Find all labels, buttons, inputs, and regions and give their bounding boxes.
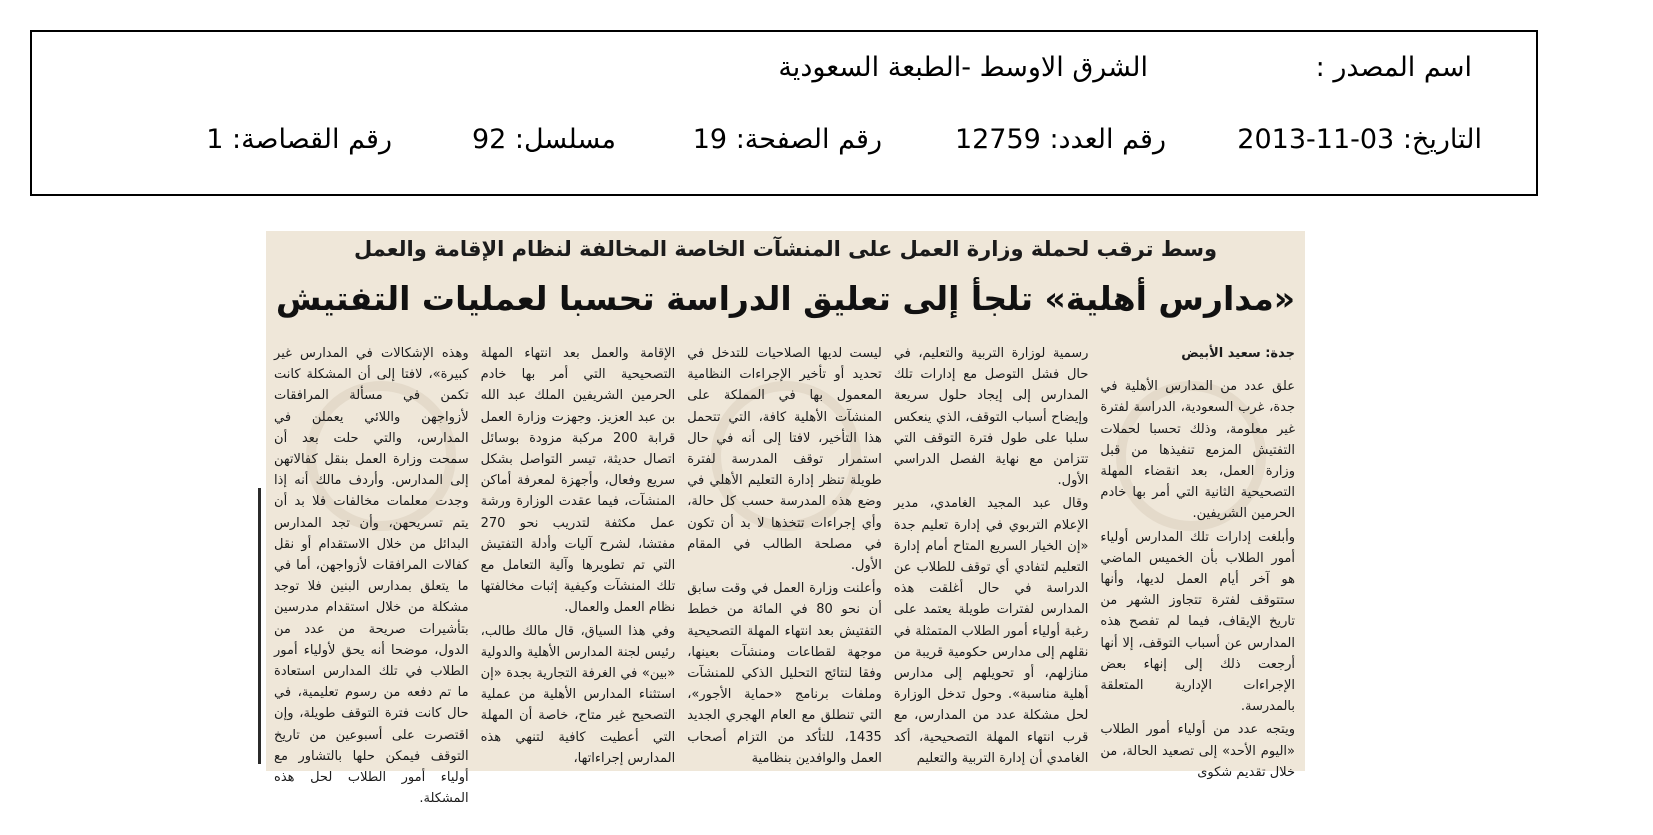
- source-label: اسم المصدر :: [1315, 52, 1472, 83]
- date-field: التاريخ: 03-11-2013: [1237, 124, 1482, 155]
- article-column: [687, 343, 882, 765]
- article-column: [481, 343, 676, 765]
- clipping-number-field: رقم القصاصة: 1: [206, 124, 392, 155]
- paragraph: الإقامة والعمل بعد انتهاء المهلة التصحيحية التي أمر بها خادم الحرمين الشريفين الملك عبد الله بن عبد العزيز. وجهزت وزارة العمل قرابة 200 مركبة مزودة بوسائل اتصال حديثة، تيسر التواصل بشكل سريع وفعال، وأجهزة لمعرفة أماكن المنشآت، فيما عقدت الوزارة ورشة عمل مكثفة لتدريب نحو 270 مفتشا، لشرح آليات وأدلة التفتيش التي تم تطويرها وآلية التعامل مع تلك المنشآت وكيفية إثبات مخالفتها نظام العمل والعمال.: [480, 346, 676, 616]
- paragraph: ليست لديها الصلاحيات للتدخل في تحديد أو تأخير الإجراءات النظامية المعمول بها في المملكة على المنشآت الأهلية كافة، التي تتحمل هذا التأخير، لافتا إلى أنه في حال استمرار توقف المدرسة لفترة طويلة تنظر إدارة التعليم الأهلي في وضع هذه المدرسة حسب كل حالة، وأي إجراءات تتخذها لا بد أن تكون في مصلحة الطالب في المقام الأول.: [687, 346, 882, 574]
- paragraph: علق عدد من المدارس الأهلية في جدة، غرب السعودية، الدراسة لفترة غير معلومة، وذلك تحسبا لحملات التفتيش المزمع تنفيذها من قبل وزارة العمل، بعد انقضاء المهلة التصحيحية الثانية التي أمر بها خادم الحرمين الشريفين.: [1100, 379, 1295, 522]
- article-column: [894, 343, 1089, 765]
- paragraph: وأعلنت وزارة العمل في وقت سابق أن نحو 80 في المائة من خطط التفتيش بعد انتهاء المهلة التصحيحية موجهة لقطاعات ومنشآت بعينها، وفقا لنتائج التحليل الذكي للمنشآت وملفات برنامج «حماية الأجور»، التي تنطلق مع العام الهجري الجديد 1435، للتأكد من التزام أصحاب العمل والوافدين بنظامية: [687, 581, 882, 766]
- source-value: الشرق الاوسط -الطبعة السعودية: [778, 52, 1148, 83]
- paragraph: ويتجه عدد من أولياء أمور الطلاب «اليوم الأحد» إلى تصعيد الحالة، من خلال تقديم شكوى: [1100, 722, 1295, 780]
- article-body: [274, 343, 1295, 807]
- article-column: [274, 343, 469, 807]
- issue-number-field: رقم العدد: 12759: [954, 124, 1166, 155]
- article-kicker: وسط ترقب لحملة وزارة العمل على المنشآت الخاصة المخالفة لنظام الإقامة والعمل: [353, 237, 1218, 261]
- clipping-edge-rule: [258, 488, 261, 764]
- newspaper-clipping: [266, 231, 1305, 807]
- page-number-field: رقم الصفحة: 19: [692, 124, 882, 155]
- source-info-box: [30, 30, 1538, 196]
- article-byline: جدة: سعيد الأبيض: [1181, 346, 1295, 361]
- article-headline: «مدارس أهلية» تلجأ إلى تعليق الدراسة تحسبا لعمليات التفتيش: [275, 279, 1296, 318]
- paragraph: وقال عبد المجيد الغامدي، مدير الإعلام التربوي في إدارة تعليم جدة «إن الخيار السريع المتاح أمام إدارة التعليم لتفادي أي توقف للطلاب عن الدراسة في حال أغلقت هذه المدارس لفترات طويلة يعتمد على رغبة أولياء أمور الطلاب المتمثلة في نقلهم إلى مدارس حكومية قريبة من منازلهم، أو تحويلهم إلى مدارس أهلية مناسبة». وحول تدخل الوزارة لحل مشكلة عدد من المدارس، مع قرب انتهاء المهلة التصحيحية، أكد الغامدي أن إدارة التربية والتعليم: [893, 496, 1089, 766]
- paragraph: وفي هذا السياق، قال مالك طالب، رئيس لجنة المدارس الأهلية والدولية «بين» في الغرفة التجارية بجدة «إن استثناء المدارس الأهلية من عملية التصحيح غير متاح، خاصة أن المهلة التي أعطيت كافية لتنهي هذه المدارس إجراءاتها،: [480, 623, 676, 766]
- serial-number-field: مسلسل: 92: [471, 124, 616, 155]
- paragraph: وهذه الإشكالات في المدارس غير كبيرة»، لافتا إلى أن المشكلة كانت تكمن في مسألة المرافقات لأزواجهن واللائي يعملن في المدارس، والتي حلت بعد أن سمحت وزارة العمل بنقل كفالاتهن إلى المدارس. وأردف مالك أنه إذا وجدت معلمات مخالفات فلا بد أن يتم تسريحهن، وأن تجد المدارس البدائل من خلال الاستقدام أو نقل كفالات المرافقات لأزواجهن، أما في ما يتعلق بمدارس البنين فلا توجد مشكلة من خلال استقدام مدرسين بتأشيرات صريحة من عدد من الدول، موضحا أنه يحق لأولياء أمور الطلاب في تلك المدارس استعادة ما تم دفعه من رسوم تعليمية، في حال كانت فترة التوقف طويلة، وإن اقتصرت على أسبوعين من تاريخ التوقف فيمكن حلها بالتشاور مع أولياء أمور الطلاب لحل هذه المشكلة.: [274, 346, 469, 807]
- paragraph: رسمية لوزارة التربية والتعليم، في حال فشل التوصل مع إدارات تلك المدارس إلى إيجاد حلول سريعة وإيضاح أسباب التوقف، الذي ينعكس سلبا على طول فترة التوقف التي تتزامن مع نهاية الفصل الدراسي الأول.: [893, 346, 1089, 489]
- article-column: [1100, 343, 1295, 780]
- paragraph: وأبلغت إدارات تلك المدارس أولياء أمور الطلاب بأن الخميس الماضي هو آخر أيام العمل لديها، وأنها ستتوقف لفترة تتجاوز الشهر من تاريخ الإيقاف، فيما لم تفصح هذه المدارس عن أسباب التوقف، إلا أنها أرجعت ذلك إلى إنهاء بعض الإجراءات الإدارية المتعلقة بالمدرسة.: [1100, 529, 1295, 715]
